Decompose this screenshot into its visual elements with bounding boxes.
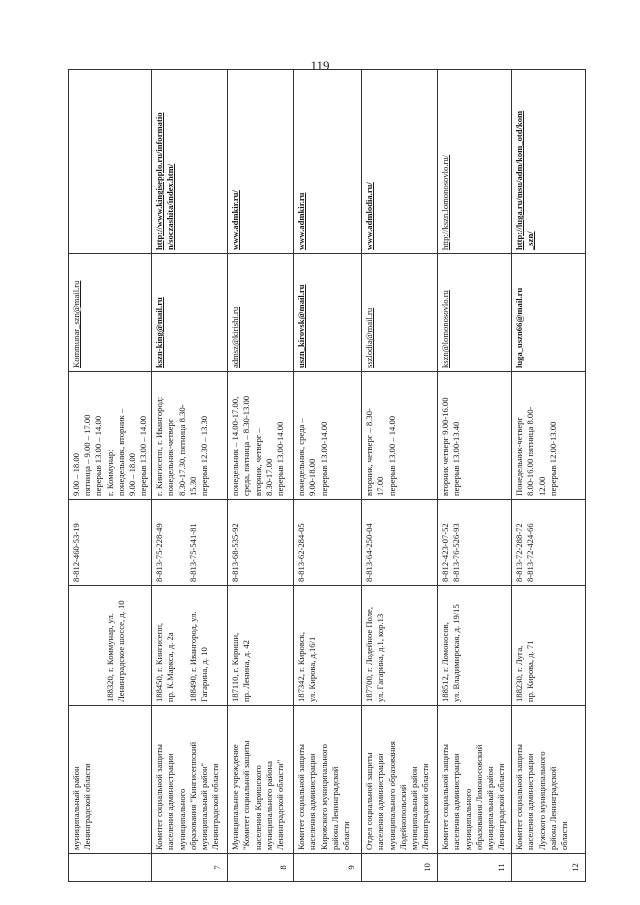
phone-number: 8-813-75-228-49 8-813-75-541-81 xyxy=(152,500,228,586)
organization-name: Муниципальное учреждение "Комитет социальной защиты населения Киришского муниципального района Ленинградской области" xyxy=(228,706,294,854)
organization-name: Комитет социальной защиты населения администрации Кировского муниципального района Ленинградской области xyxy=(294,706,362,854)
table-row xyxy=(438,70,512,882)
table-row xyxy=(512,70,586,882)
address: 188450, г. Кингисепп, пр. К.Маркса, д. 2а 188490, г. Ивангород, ул. Гагарина, д. 10 xyxy=(152,586,228,706)
row-number: 10 xyxy=(362,854,438,882)
working-hours: 9.00 – 18.00 пятница – 9.00 – 17.00 перерыв 13.00 – 14.00 г. Коммунар: понедельник, вторник – 9.00 – 18.00 перерыв 13.00 – 14.00 xyxy=(69,372,152,500)
page-number: 119 xyxy=(310,58,330,73)
address: 187110, г. Кириши, пр. Ленина, д. 42 xyxy=(228,586,294,706)
working-hours: Понедельник-четверг 8.00-16.00 пятница 8.00- 12.00 перерыв 12.00-13.00 xyxy=(512,372,586,500)
organization-name: Комитет социальной защиты населения администрации муниципального образования Ломоносовский муниципальный район Ленинградской области xyxy=(438,706,512,854)
email-link[interactable]: sszlodia@mail.ru xyxy=(362,254,438,372)
organization-name: Отдел социальной защиты населения администрации муниципального образования Лодейнопольский муниципальный район Ленинградской области xyxy=(362,706,438,854)
table-body xyxy=(69,70,586,882)
organization-name: муниципальный район Ленинградской области xyxy=(69,706,152,854)
email-link[interactable]: luga_uszn66@mail.ru xyxy=(512,254,586,372)
working-hours: понедельник, среда – 9.00-18.00 перерыв 13.00-14.00 xyxy=(294,372,362,500)
table-row xyxy=(152,70,228,882)
table-row xyxy=(294,70,362,882)
phone-number: 8-813-68-535-92 xyxy=(228,500,294,586)
address: 187342, г. Кировск, ул. Кирова, д.16/1 xyxy=(294,586,362,706)
website-link[interactable]: http://luga.ru/msu/adm/kom_otd/kom _szn/ xyxy=(512,70,586,254)
address: 188512, г. Ломоносов, ул. Владимирская, д. 19/15 xyxy=(438,586,512,706)
contacts-table xyxy=(68,69,586,882)
email-link[interactable]: uszn_kirovsk@mail.ru xyxy=(294,254,362,372)
phone-number: 8-812-460-53-19 xyxy=(69,500,152,586)
address: 188320, г. Коммунар, ул. Ленинградское шоссе, д. 10 xyxy=(69,586,152,706)
website-link[interactable]: www.admkir.ru/ xyxy=(228,70,294,254)
table-row xyxy=(228,70,294,882)
working-hours: вторник четверг 9.00-16.00 перерыв 13.00-13.40 xyxy=(438,372,512,500)
website-link[interactable]: www.admlodia.ru/ xyxy=(362,70,438,254)
website-link[interactable]: http://kszn.lomonosovlo.ru/ xyxy=(438,70,512,254)
address: 188230, г. Луга, пр. Кирова, д. 71 xyxy=(512,586,586,706)
table-row xyxy=(69,70,152,882)
email-link[interactable]: admsz@kirishi.ru xyxy=(228,254,294,372)
row-number: 7 xyxy=(152,854,228,882)
email-link[interactable]: kszn-king@mail.ru xyxy=(152,254,228,372)
row-number: 9 xyxy=(294,854,362,882)
phone-number: 8-812-423-07-52 8-813-76-526-93 xyxy=(438,500,512,586)
row-number xyxy=(69,854,152,882)
table-row xyxy=(362,70,438,882)
working-hours: г. Кингисепп, г. Ивангород: понедельник-четверг 8.30-17.30, пятница 8.30- 15.30 перерыв 12.30 – 13.30 xyxy=(152,372,228,500)
website-link[interactable]: www.admkir.ru xyxy=(294,70,362,254)
website-link xyxy=(69,70,152,254)
email-link[interactable]: Kommunar_szn@mail.ru xyxy=(69,254,152,372)
row-number: 12 xyxy=(512,854,586,882)
website-link[interactable]: http://www.kingisepplo.ru/informatio n/soczashita/index.htm/ xyxy=(152,70,228,254)
working-hours: вторник, четверг – 8.30- 17.00 перерыв 13.00 – 14.00 xyxy=(362,372,438,500)
address: 187700, г. Лодейное Поле, ул. Гагарина, д.1, кор.13 xyxy=(362,586,438,706)
organization-name: Комитет социальной защиты населения администрации муниципального образования "Кингисеппский муниципальный район" Ленинградской области xyxy=(152,706,228,854)
working-hours: понедельник – 14.00-17.00, среда, пятница – 8.30-13.00 вторник, четверг – 8.30-17.00 перерыв 13.00-14.00 xyxy=(228,372,294,500)
phone-number: 8-813-64-250-04 xyxy=(362,500,438,586)
organization-name: Комитет социальной защиты населения администрации Лужского муниципального района Ленинградской области xyxy=(512,706,586,854)
email-link[interactable]: kszn@lomonosovlo.ru xyxy=(438,254,512,372)
row-number: 8 xyxy=(228,854,294,882)
phone-number: 8-813-62-284-05 xyxy=(294,500,362,586)
rotated-table-container xyxy=(68,70,586,882)
row-number: 11 xyxy=(438,854,512,882)
phone-number: 8-813-72-288-72 8-813-72-424-66 xyxy=(512,500,586,586)
